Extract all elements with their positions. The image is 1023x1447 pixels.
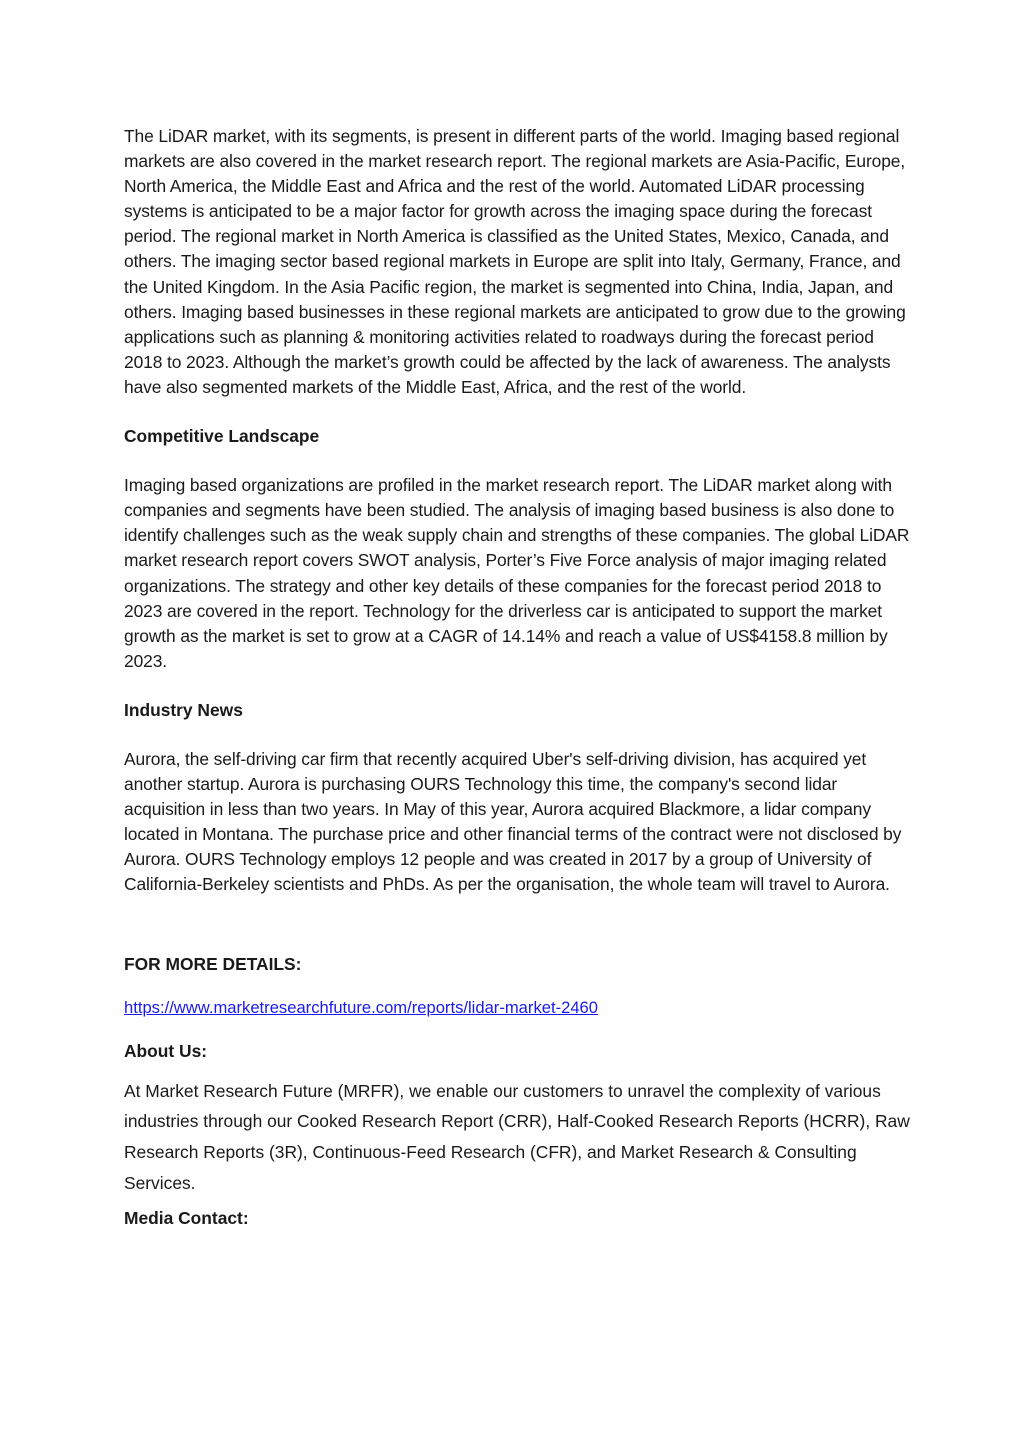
document-page	[124, 124, 914, 1231]
paragraph-competitive-landscape: Imaging based organizations are profiled in the market research report. The LiDAR market along with companies and segments have been studied. The analysis of imaging based business is also done to identify challenges such as the weak supply chain and strengths of these companies. The global LiDAR market research report covers SWOT analysis, Porter’s Five Force analysis of major imaging related organizations. The strategy and other key details of these companies for the forecast period 2018 to 2023 are covered in the report. Technology for the driverless car is anticipated to support the market growth as the market is set to grow at a CAGR of 14.14% and reach a value of US$4158.8 million by 2023.	[124, 475, 910, 671]
heading-competitive-landscape: Competitive Landscape	[124, 426, 320, 447]
details-link[interactable]: https://www.marketresearchfuture.com/reports/lidar-market-2460	[124, 997, 599, 1017]
heading-media-contact: Media Contact:	[124, 1208, 249, 1229]
paragraph-about-us: At Market Research Future (MRFR), we enable our customers to unravel the complexity of various industries through our Cooked Research Report (CRR), Half-Cooked Research Reports (HCRR), Raw Research Reports (3R), Continuous-Feed Research (CFR), and Market Research & Consulting Services.	[124, 1080, 910, 1193]
heading-industry-news: Industry News	[124, 699, 243, 720]
heading-about-us: About Us:	[124, 1040, 208, 1061]
paragraph-industry-news: Aurora, the self-driving car firm that recently acquired Uber's self-driving division, has acquired yet another startup. Aurora is purchasing OURS Technology this time, the company's second lidar acquisition in less than two years. In May of this year, Aurora acquired Blackmore, a lidar company located in Montana. The purchase price and other financial terms of the contract were not disclosed by Aurora. OURS Technology employs 12 people and was created in 2017 by a group of University of California-Berkeley scientists and PhDs. As per the organisation, the whole team will travel to Aurora.	[124, 748, 902, 895]
heading-more-details: FOR MORE DETAILS:	[124, 953, 302, 974]
paragraph-regional-markets: The LiDAR market, with its segments, is present in different parts of the world. Imaging based regional markets are also covered in the market research report. The regional markets are Asia-Pacific, Europe, North America, the Middle East and Africa and the rest of the world. Automated LiDAR processing systems is anticipated to be a major factor for growth across the imaging space during the forecast period. The regional market in North America is classified as the United States, Mexico, Canada, and others. The imaging sector based regional markets in Europe are split into Italy, Germany, France, and the United Kingdom. In the Asia Pacific region, the market is segmented into China, India, Japan, and others. Imaging based businesses in these regional markets are anticipated to grow due to the growing applications such as planning & monitoring activities related to roadways during the forecast period 2018 to 2023. Although the market’s growth could be affected by the lack of awareness. The analysts have also segmented markets of the Middle East, Africa, and the rest of the world.	[124, 126, 906, 397]
